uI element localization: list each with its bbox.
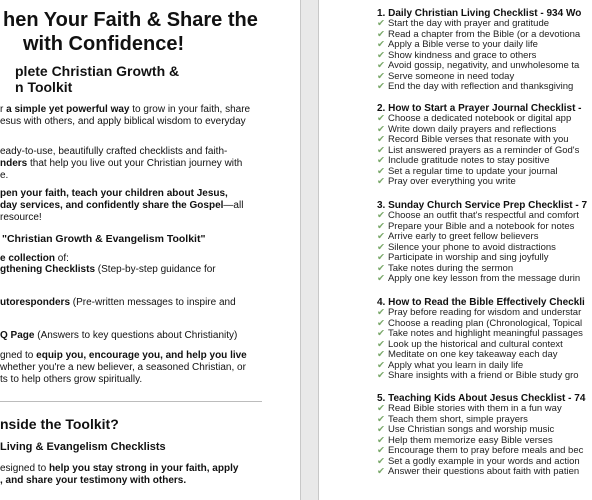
checklist-item-text: Avoid gossip, negativity, and unwholesome ta xyxy=(387,60,580,71)
checkmark-icon: ✔ xyxy=(377,60,385,71)
checkmark-icon: ✔ xyxy=(377,113,385,124)
checklist-item-text: Pray over everything you write xyxy=(387,176,516,187)
checklist-item-text: Write down daily prayers and reflections xyxy=(387,123,557,135)
strengthen-paragraph: pen your faith, teach your children about Jesus, day services, and confidently share the Gospel—all resource! xyxy=(0,188,244,223)
checklist-section-title: 3. Sunday Church Service Prep Checklist - 7 xyxy=(377,200,588,211)
checkmark-icon: ✔ xyxy=(377,144,385,156)
checkmark-icon: ✔ xyxy=(377,455,385,467)
checklist-item-text: Meditate on one key takeaway each day xyxy=(387,349,558,360)
inside-toolkit-heading: nside the Toolkit? xyxy=(0,416,119,432)
checkmark-icon: ✔ xyxy=(377,81,385,92)
checklist-item-text: Set a regular time to update your journal xyxy=(387,165,558,177)
checklist-section-title: 2. How to Start a Prayer Journal Checklist - xyxy=(377,103,582,114)
checklist-item xyxy=(377,82,573,93)
checklist-item xyxy=(377,371,579,382)
checklist-item-text: Apply one key lesson from the message durin xyxy=(387,273,581,284)
page-title-line-2: with Confidence! xyxy=(23,33,185,55)
checklist-item-text: Help them memorize easy Bible verses xyxy=(387,434,553,446)
checklist-section-title: 4. How to Read the Bible Effectively Checkli xyxy=(377,297,585,308)
checklist-section-title: 5. Teaching Kids About Jesus Checklist - 74 xyxy=(377,393,586,404)
checkmark-icon: ✔ xyxy=(377,134,385,145)
checklist-item-text: Record Bible verses that resonate with you xyxy=(387,134,569,145)
checklist-item-text: List answered prayers as a reminder of God's xyxy=(387,144,580,156)
checklist-item-text: Arrive early to greet fellow believers xyxy=(387,231,539,242)
checklist-item-text: Share insights with a friend or Bible study gro xyxy=(387,370,579,381)
checklist-item-text: Apply a Bible verse to your daily life xyxy=(387,39,538,50)
checklist-item-text: Take notes and highlight meaningful passages xyxy=(387,328,583,339)
checkmark-icon: ✔ xyxy=(377,220,385,232)
subtitle-line-1: plete Christian Growth & xyxy=(15,63,180,79)
collection-line: e collection of: xyxy=(0,253,69,264)
checkmark-icon: ✔ xyxy=(377,252,385,263)
checkmark-icon: ✔ xyxy=(377,466,385,477)
checklist-item-text: Serve someone in need today xyxy=(387,70,515,82)
page-title-line-1: hen Your Faith & Share the xyxy=(3,9,258,31)
checklist-item-text: Start the day with prayer and gratitude xyxy=(387,18,550,29)
checklist-item-text: Read Bible stories with them in a fun way xyxy=(387,403,562,414)
checkmark-icon: ✔ xyxy=(377,413,385,425)
checkmark-icon: ✔ xyxy=(377,70,385,82)
checklist-item-text: Show kindness and grace to others xyxy=(387,49,537,61)
checkmark-icon: ✔ xyxy=(377,28,385,40)
bullet-checklists: gthening Checklists (Step-by-step guidance for xyxy=(0,264,216,275)
checkmark-icon: ✔ xyxy=(377,49,385,61)
checklist-item-text: Teach them short, simple prayers xyxy=(387,413,528,425)
checkmark-icon: ✔ xyxy=(377,370,385,381)
checkmark-icon: ✔ xyxy=(377,403,385,414)
checklist-item-text: Prepare your Bible and a notebook for notes xyxy=(387,220,575,232)
checkmark-icon: ✔ xyxy=(377,155,385,166)
bullet-faq-page: Q Page (Answers to key questions about Christianity) xyxy=(0,330,238,341)
checklist-item xyxy=(377,177,516,188)
checkmark-icon: ✔ xyxy=(377,328,385,339)
checklist-item-text: Set a godly example in your words and action xyxy=(387,455,580,467)
subtitle-line-2: n Toolkit xyxy=(15,79,73,95)
checklists-paragraph: eady-to-use, beautifully crafted checklists and faith- nders that help you live out your Christian journey with e. xyxy=(0,146,243,181)
checklist-item xyxy=(377,467,579,478)
checklist-item-text: Answer their questions about faith with patien xyxy=(387,466,580,477)
checkmark-icon: ✔ xyxy=(377,262,385,274)
checklist-item-text: Use Christian songs and worship music xyxy=(387,424,555,435)
section-divider xyxy=(0,401,262,402)
checkmark-icon: ✔ xyxy=(377,359,385,371)
checkmark-icon: ✔ xyxy=(377,176,385,187)
checklist-item-text: Silence your phone to avoid distractions xyxy=(387,241,556,253)
checkmark-icon: ✔ xyxy=(377,210,385,221)
checklist-item-text: Choose a reading plan (Chronological, Topical xyxy=(387,317,583,329)
checkmark-icon: ✔ xyxy=(377,39,385,50)
checklist-item-text: Take notes during the sermon xyxy=(387,262,514,274)
checklist-item-text: Pray before reading for wisdom and understar xyxy=(387,307,582,318)
designed-help-paragraph: esigned to help you stay strong in your faith, apply , and share your testimony with others. xyxy=(0,463,239,486)
checkmark-icon: ✔ xyxy=(377,307,385,318)
checklist-item-text: Look up the historical and cultural context xyxy=(387,338,563,350)
checklist-item-text: Choose a dedicated notebook or digital app xyxy=(387,113,572,124)
checkmark-icon: ✔ xyxy=(377,317,385,329)
toolkit-heading: "Christian Growth & Evangelism Toolkit" xyxy=(2,233,206,245)
checkmark-icon: ✔ xyxy=(377,338,385,350)
checkmark-icon: ✔ xyxy=(377,273,385,284)
checklist-section-title: 1. Daily Christian Living Checklist - 934 Wo xyxy=(377,8,582,19)
checklist-item-text: Encourage them to pray before meals and bec xyxy=(387,445,584,456)
checklist-item xyxy=(377,274,580,285)
right-document-page[interactable] xyxy=(318,0,592,500)
checklist-item-text: Read a chapter from the Bible (or a devotiona xyxy=(387,28,581,40)
living-evangelism-heading: Living & Evangelism Checklists xyxy=(0,441,166,453)
checkmark-icon: ✔ xyxy=(377,18,385,29)
checkmark-icon: ✔ xyxy=(377,165,385,177)
checkmark-icon: ✔ xyxy=(377,231,385,242)
checkmark-icon: ✔ xyxy=(377,241,385,253)
checkmark-icon: ✔ xyxy=(377,434,385,446)
checkmark-icon: ✔ xyxy=(377,424,385,435)
bullet-autoresponders: utoresponders (Pre-written messages to inspire and xyxy=(0,297,236,308)
checklist-item-text: Choose an outfit that's respectful and comfort xyxy=(387,210,579,221)
designed-paragraph: gned to equip you, encourage you, and help you live whether you're a new believer, a seasoned Christian, or ts to help others grow spiritually. xyxy=(0,350,247,385)
intro-paragraph: r a simple yet powerful way to grow in your faith, share esus with others, and apply biblical wisdom to everyday xyxy=(0,104,251,127)
checkmark-icon: ✔ xyxy=(377,445,385,456)
checklist-item-text: Participate in worship and sing joyfully xyxy=(387,252,549,263)
checkmark-icon: ✔ xyxy=(377,123,385,135)
checkmark-icon: ✔ xyxy=(377,349,385,360)
checklist-item-text: Apply what you learn in daily life xyxy=(387,359,524,371)
checklist-item-text: End the day with reflection and thanksgiving xyxy=(387,81,574,92)
checklist-item-text: Include gratitude notes to stay positive xyxy=(387,155,550,166)
